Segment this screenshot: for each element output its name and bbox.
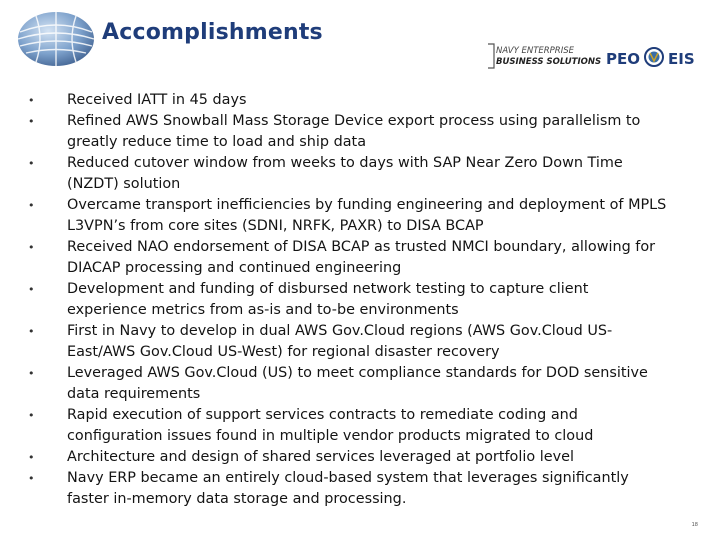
bullet-text: First in Navy to develop in dual AWS Gov.Cloud regions (AWS Gov.Cloud US-East/AWS Gov.Cloud US-West) for regional disaster recovery [67, 323, 613, 360]
bullet-text: Architecture and design of shared services leveraged at portfolio level [67, 449, 574, 465]
bullet-text: Received NAO endorsement of DISA BCAP as trusted NMCI boundary, allowing for DIACAP processing and continued engineering [67, 239, 656, 276]
bullet-icon: • [28, 241, 35, 254]
bullet-text: Received IATT in 45 days [67, 92, 247, 108]
bullet-text: Rapid execution of support services contracts to remediate coding and configuration issues found in multiple vendor products migrated to cloud [67, 407, 594, 444]
bullet-icon: • [28, 325, 35, 338]
bullet-icon: • [28, 115, 35, 128]
logo-eis: EIS [668, 50, 695, 68]
bullet-icon: • [28, 94, 35, 107]
list-item [28, 237, 668, 279]
bullet-text: Reduced cutover window from weeks to days with SAP Near Zero Down Time (NZDT) solution [67, 155, 623, 192]
accomplishments-list [28, 90, 668, 510]
list-item [28, 90, 668, 111]
bullet-icon: • [28, 367, 35, 380]
bullet-icon: • [28, 157, 35, 170]
list-item [28, 321, 668, 363]
bullet-icon: • [28, 283, 35, 296]
bullet-text: Navy ERP became an entirely cloud-based system that leverages significantly faster in-memory data storage and processing. [67, 470, 629, 507]
logo-line2: BUSINESS SOLUTIONS [496, 57, 602, 67]
bullet-text: Overcame transport inefficiencies by funding engineering and deployment of MPLS L3VPN’s from core sites (SDNI, NRFK, PAXR) to DISA BCAP [67, 197, 667, 234]
list-item [28, 195, 668, 237]
logo-bracket-icon [488, 44, 494, 68]
globe-logo-icon [14, 8, 98, 68]
list-item [28, 363, 668, 405]
bullet-icon: • [28, 472, 35, 485]
bullet-icon: • [28, 199, 35, 212]
bullet-text: Refined AWS Snowball Mass Storage Device export process using parallelism to greatly reduce time to load and ship data [67, 113, 641, 150]
list-item [28, 447, 668, 468]
bullet-text: Development and funding of disbursed network testing to capture client experience metrics from as-is and to-be environments [67, 281, 589, 318]
page-title: Accomplishments [102, 20, 323, 45]
bullet-icon: • [28, 409, 35, 422]
list-item [28, 153, 668, 195]
page-number: 18 [691, 522, 698, 528]
list-item [28, 468, 668, 510]
bullet-text: Leveraged AWS Gov.Cloud (US) to meet compliance standards for DOD sensitive data requirements [67, 365, 648, 402]
list-item [28, 405, 668, 447]
bullet-icon: • [28, 451, 35, 464]
logo-peo: PEO [606, 50, 640, 68]
logo-line1: NAVY ENTERPRISE [496, 46, 574, 56]
list-item [28, 111, 668, 153]
list-item [28, 279, 668, 321]
navy-peo-eis-logo [486, 40, 708, 72]
logo-emblem-icon [645, 48, 663, 66]
